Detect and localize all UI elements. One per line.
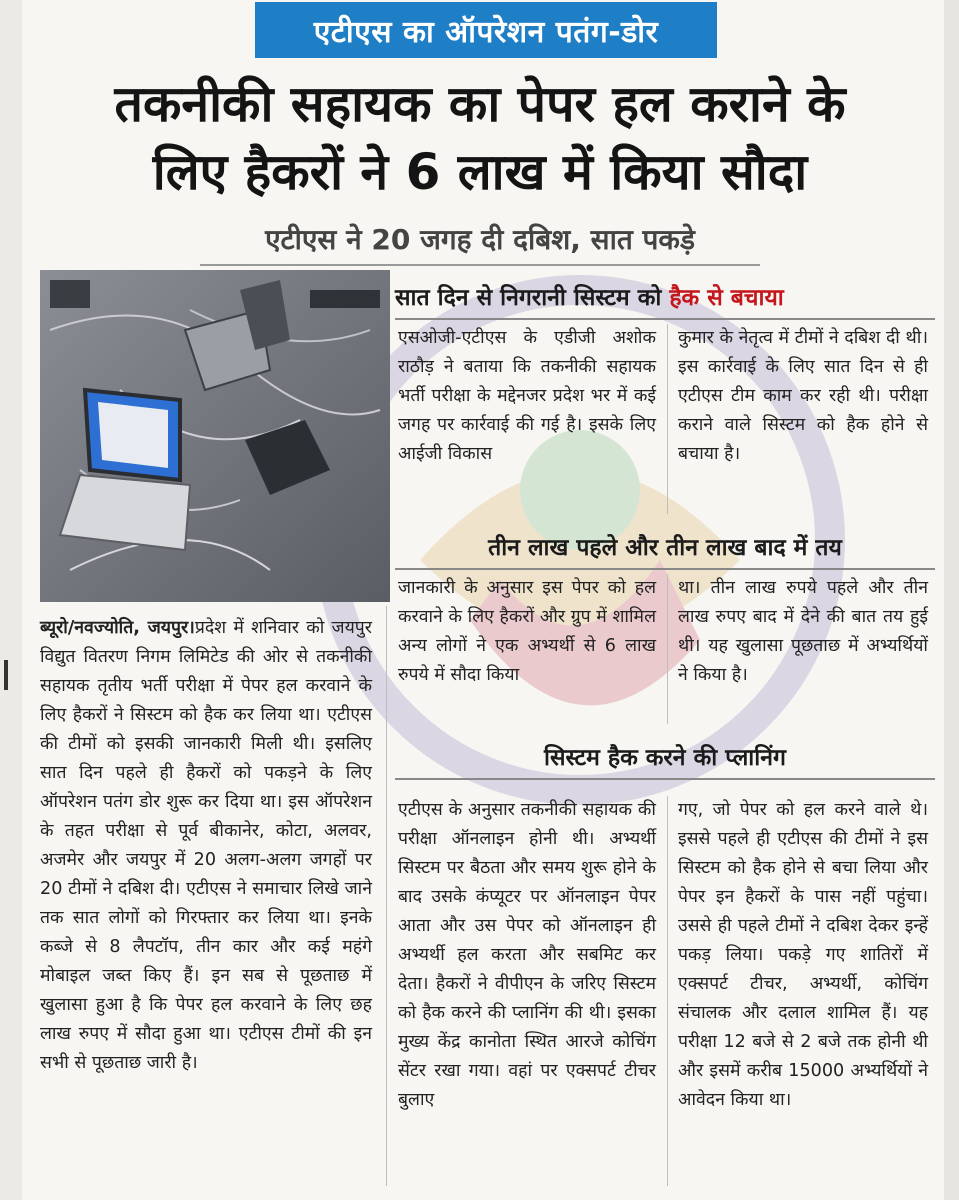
section-kicker: एटीएस का ऑपरेशन पतंग-डोर: [255, 2, 717, 58]
column-divider: [667, 324, 668, 514]
subheadline: एटीएस ने 20 जगह दी दबिश, सात पकड़े: [200, 220, 760, 266]
section2-column-a: जानकारी के अनुसार इस पेपर को हल करवाने के लिए हैकरों और ग्रुप में शामिल अन्य लोगों ने एक अभ्यर्थी से 6 लाख रुपये में सौदा किया: [398, 578, 656, 685]
section3-column-b: गए, जो पेपर को हल करने वाले थे। इससे पहले ही एटीएस की टीमों ने इस सिस्टम को हैक होने से बचा लिया और पेपर इन हैकरों के पास नहीं पहुंचा। उससे ही पहले टीमों ने दबिश देकर इन्हें पकड़ लिया। पकड़े गए शातिरों में एक्सपर्ट टीचर, अभ्यर्थी, कोचिंग संचालक और दलाल शामिल हैं। यह परीक्षा 12 बजे से 2 बजे तक होनी थी और इसमें करीब 15000 अभ्यर्थियों ने आवेदन किया था।: [678, 800, 928, 1110]
dateline: ब्यूरो/नवज्योति, जयपुर।: [40, 618, 195, 638]
section-heading-black: सात दिन से निगरानी सिस्टम को: [395, 285, 662, 311]
headline-line-2: लिए हैकरों ने 6 लाख में किया सौदा: [152, 143, 808, 201]
headline-line-1: तकनीकी सहायक का पेपर हल कराने के: [114, 75, 846, 133]
section-heading-surveillance: [395, 280, 935, 320]
section2-column-b: था। तीन लाख रुपये पहले और तीन लाख रुपए बाद में देने की बात तय हुई थी। यह खुलासा पूछताछ में अभ्यर्थियों ने किया है।: [678, 578, 928, 685]
section-heading-red: हैक से बचाया: [669, 285, 784, 311]
laptops-photo: [40, 270, 390, 602]
adjacent-page-mark: [4, 660, 8, 690]
right-page-edge: [944, 0, 959, 1200]
section-heading-deal: तीन लाख पहले और तीन लाख बाद में तय: [395, 530, 935, 570]
column-divider: [667, 574, 668, 724]
section3-column-a: एटीएस के अनुसार तकनीकी सहायक की परीक्षा ऑनलाइन होनी थी। अभ्यर्थी सिस्टम पर बैठता और समय शुरू होने के बाद उसके कंप्यूटर पर ऑनलाइन पेपर आता और उस पेपर को ऑनलाइन ही अभ्यर्थी हल करता और सबमिट कर देता। हैकरों ने वीपीएन के जरिए सिस्टम को हैक करने की प्लानिंग की थी। इसका मुख्य केंद्र कानोता स्थित आरजे कोचिंग सेंटर रखा गया। वहां पर एक्सपर्ट टीचर बुलाए: [398, 800, 656, 1110]
column-divider: [667, 796, 668, 1186]
column-divider: [386, 606, 387, 1186]
story-lead-column: [40, 614, 372, 1078]
section1-column-b: कुमार के नेतृत्व में टीमों ने दबिश दी थी। इस कार्रवाई के लिए सात दिन से ही एटीएस टीम काम कर रही थी। परीक्षा कराने वाले सिस्टम को हैक होने से बचाया है।: [678, 328, 928, 464]
section1-column-a: एसओजी-एटीएस के एडीजी अशोक राठौड़ ने बताया कि तकनीकी सहायक भर्ती परीक्षा के मद्देनजर प्रदेश भर में कई जगह पर कार्रवाई की गई है। इसके लिए आईजी विकास: [398, 328, 656, 464]
section-heading-planning: सिस्टम हैक करने की प्लानिंग: [395, 740, 935, 780]
laptops-photo-icon: [40, 270, 390, 602]
story-lead-text: प्रदेश में शनिवार को जयपुर विद्युत वितरण निगम लिमिटेड की ओर से तकनीकी सहायक तृतीय भर्ती परीक्षा में पेपर हल करवाने के लिए हैकरों ने सिस्टम को हैक कर लिया था। एटीएस की टीमों को इसकी जानकारी मिली थी। इसलिए सात दिन पहले ही हैकरों को पकड़ने के लिए ऑपरेशन पतंग डोर शुरू कर दिया था। इस ऑपरेशन के तहत परीक्षा से पूर्व बीकानेर, कोटा, अलवर, अजमेर और जयपुर में 20 अलग-अलग जगहों पर 20 टीमों ने दबिश दी। एटीएस ने समाचार लिखे जाने तक सात लोगों को गिरफ्तार कर लिया था। इनके कब्जे से 8 लैपटॉप, तीन कार और कई महंगे मोबाइल जब्त किए हैं। इन सब से पूछताछ में खुलासा हुआ है कि पेपर हल करवाने के लिए छह लाख रुपए में सौदा हुआ था। एटीएस टीमों की इन सभी से पूछताछ जारी है।: [40, 618, 372, 1073]
headline: [40, 70, 920, 206]
left-page-edge: [0, 0, 22, 1200]
